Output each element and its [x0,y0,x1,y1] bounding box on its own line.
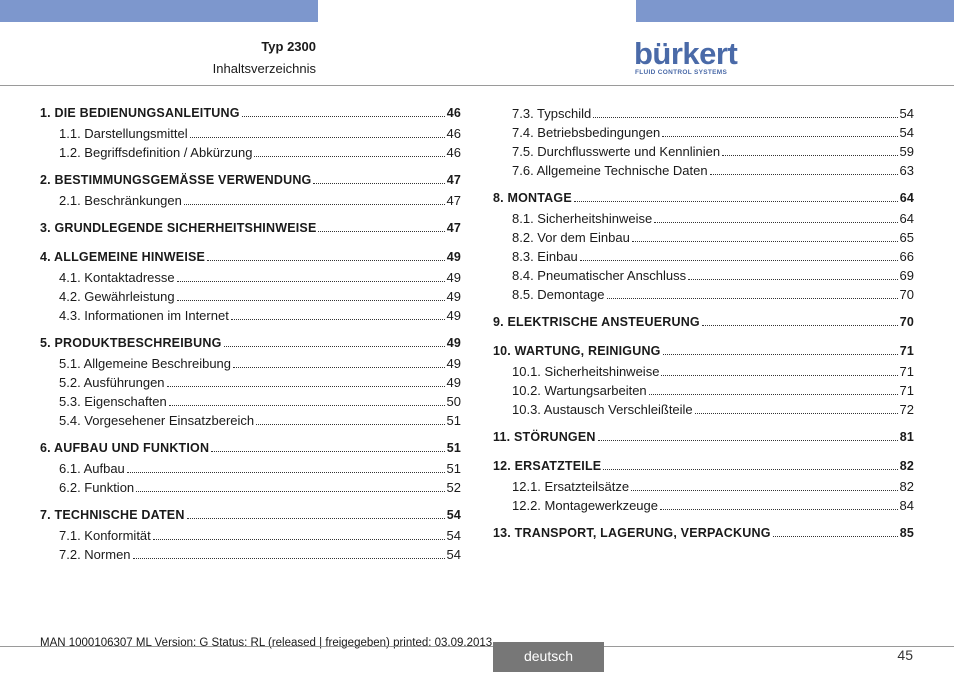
toc-entry-title: 5.4. Vorgesehener Einsatzbereich [59,413,255,428]
toc-chapter-entry[interactable] [40,250,461,269]
toc-section-entry[interactable] [40,289,461,308]
toc-entry-title: 8.2. Vor dem Einbau [512,230,630,245]
toc-chapter-entry[interactable] [40,221,461,240]
document-type-title: Typ 2300 [261,39,316,54]
toc-page-number: 64 [899,211,914,226]
toc-dot-leader [190,137,445,138]
toc-entry-title: 8.3. Einbau [512,249,578,264]
toc-chapter-entry[interactable] [40,336,461,355]
toc-section-entry[interactable] [493,287,914,306]
page-number: 45 [897,647,913,663]
toc-dot-leader [580,260,898,261]
toc-entry-title: 13. TRANSPORT, LAGERUNG, VERPACKUNG [493,526,771,540]
toc-page-number: 81 [899,430,914,444]
toc-page-number: 84 [899,498,914,513]
toc-dot-leader [233,367,445,368]
toc-entry-title: 4.3. Informationen im Internet [59,308,229,323]
toc-section-entry[interactable] [40,375,461,394]
toc-section-entry[interactable] [40,145,461,164]
toc-entry-title: 4. ALLGEMEINE HINWEISE [40,250,206,264]
toc-page-number: 49 [446,336,461,350]
toc-entry-title: 7.6. Allgemeine Technische Daten [512,163,708,178]
toc-entry-title: 10.1. Sicherheitshinweise [512,364,660,379]
toc-entry-title: 5.3. Eigenschaften [59,394,167,409]
toc-dot-leader [702,325,898,326]
toc-entry-title: 7. TECHNISCHE DATEN [40,508,185,522]
toc-dot-leader [169,405,445,406]
logo-tagline: FLUID CONTROL SYSTEMS [635,69,728,76]
toc-page-number: 46 [446,126,461,141]
toc-page-number: 54 [899,106,914,121]
toc-dot-leader [660,509,898,510]
toc-entry-title: 8.5. Demontage [512,287,605,302]
toc-page-number: 46 [446,145,461,160]
toc-entry-title: 5.1. Allgemeine Beschreibung [59,356,232,371]
toc-section-entry[interactable] [493,402,914,421]
toc-dot-leader [661,375,897,376]
toc-section-entry[interactable] [493,383,914,402]
toc-section-entry[interactable] [40,193,461,212]
toc-dot-leader [688,279,897,280]
toc-chapter-entry[interactable] [40,173,461,192]
toc-section-entry[interactable] [40,528,461,547]
toc-entry-title: 6. AUFBAU UND FUNKTION [40,441,210,455]
toc-dot-leader [254,156,444,157]
toc-page-number: 52 [446,480,461,495]
toc-page-number: 47 [446,173,461,187]
toc-column-right [493,106,914,545]
toc-page-number: 54 [899,125,914,140]
toc-page-number: 85 [899,526,914,540]
toc-dot-leader [649,394,898,395]
toc-page-number: 47 [446,221,461,235]
toc-entry-title: 1.2. Begriffsdefinition / Abkürzung [59,145,253,160]
toc-entry-title: 12. ERSATZTEILE [493,459,602,473]
toc-page-number: 71 [899,364,914,379]
toc-entry-title: 1. DIE BEDIENUNGSANLEITUNG [40,106,240,120]
toc-section-entry[interactable] [493,211,914,230]
toc-entry-title: 9. ELEKTRISCHE ANSTEUERUNG [493,315,700,329]
toc-section-entry[interactable] [40,394,461,413]
language-label: deutsch [493,642,604,672]
toc-dot-leader [631,490,897,491]
header-band-left [0,0,318,22]
toc-page-number: 47 [446,193,461,208]
toc-entry-title: 4.1. Kontaktadresse [59,270,175,285]
toc-entry-title: 2.1. Beschränkungen [59,193,182,208]
toc-page-number: 65 [899,230,914,245]
toc-entry-title: 3. GRUNDLEGENDE SICHERHEITSHINWEISE [40,221,317,235]
toc-entry-title: 6.2. Funktion [59,480,135,495]
toc-section-entry[interactable] [40,126,461,145]
document-info-line: MAN 1000106307 ML Version: G Status: RL (released | freigegeben) printed: 03.09.2013 [40,637,493,649]
header-divider [0,85,954,86]
toc-section-entry[interactable] [493,230,914,249]
toc-page-number: 54 [446,547,461,562]
toc-dot-leader [574,201,898,202]
toc-section-entry[interactable] [40,308,461,327]
toc-page-number: 66 [899,249,914,264]
toc-entry-title: 10.2. Wartungsarbeiten [512,383,647,398]
toc-page-number: 63 [899,163,914,178]
toc-entry-title: 12.2. Montagewerkzeuge [512,498,658,513]
toc-chapter-entry[interactable] [493,191,914,210]
toc-dot-leader [177,281,445,282]
toc-page-number: 54 [446,508,461,522]
toc-page-number: 71 [899,344,914,358]
toc-chapter-entry[interactable] [40,441,461,460]
toc-dot-leader [224,346,445,347]
toc-dot-leader [231,319,445,320]
toc-entry-title: 7.2. Normen [59,547,131,562]
toc-page-number: 71 [899,383,914,398]
toc-section-entry[interactable] [40,461,461,480]
toc-column-left [40,106,461,566]
toc-entry-title: 4.2. Gewährleistung [59,289,175,304]
toc-dot-leader [184,204,445,205]
toc-page-number: 59 [899,144,914,159]
toc-page-number: 49 [446,250,461,264]
toc-entry-title: 5. PRODUKTBESCHREIBUNG [40,336,222,350]
toc-entry-title: 7.1. Konformität [59,528,151,543]
toc-entry-title: 8. MONTAGE [493,191,572,205]
toc-entry-title: 7.3. Typschild [512,106,592,121]
toc-page-number: 49 [446,375,461,390]
toc-section-entry[interactable] [493,479,914,498]
toc-page-number: 49 [446,308,461,323]
toc-dot-leader [256,424,444,425]
toc-page-number: 49 [446,356,461,371]
toc-page-number: 49 [446,289,461,304]
footer-divider [0,646,954,647]
toc-section-entry[interactable] [493,498,914,517]
toc-dot-leader [695,413,898,414]
toc-section-entry[interactable] [40,270,461,289]
header-band-right [636,0,954,22]
toc-chapter-entry[interactable] [40,508,461,527]
toc-chapter-entry[interactable] [493,315,914,334]
toc-entry-title: 1.1. Darstellungsmittel [59,126,188,141]
toc-page-number: 82 [899,479,914,494]
toc-page-number: 54 [446,528,461,543]
toc-dot-leader [773,536,898,537]
toc-dot-leader [242,116,445,117]
toc-chapter-entry[interactable] [493,430,914,449]
toc-entry-title: 10. WARTUNG, REINIGUNG [493,344,661,358]
toc-dot-leader [153,539,445,540]
toc-dot-leader [318,231,444,232]
toc-section-entry[interactable] [493,106,914,125]
toc-entry-title: 11. STÖRUNGEN [493,430,596,444]
toc-page-number: 69 [899,268,914,283]
toc-dot-leader [187,518,445,519]
toc-page-number: 51 [446,461,461,476]
toc-dot-leader [603,469,897,470]
toc-dot-leader [133,558,445,559]
toc-page-number: 70 [899,315,914,329]
toc-entry-title: 6.1. Aufbau [59,461,125,476]
toc-section-entry[interactable] [40,413,461,432]
toc-page-number: 49 [446,270,461,285]
toc-section-entry[interactable] [493,144,914,163]
toc-section-entry[interactable] [493,163,914,182]
logo-wordmark: bürkert [634,36,738,71]
toc-entry-title: 2. BESTIMMUNGSGEMÄSSE VERWENDUNG [40,173,312,187]
toc-dot-leader [607,298,898,299]
toc-dot-leader [313,183,444,184]
toc-page-number: 82 [899,459,914,473]
toc-entry-title: 10.3. Austausch Verschleißteile [512,402,693,417]
toc-chapter-entry[interactable] [493,459,914,478]
toc-entry-title: 8.1. Sicherheitshinweise [512,211,653,226]
toc-entry-title: 8.4. Pneumatischer Anschluss [512,268,687,283]
toc-dot-leader [662,136,897,137]
toc-chapter-entry[interactable] [493,344,914,363]
toc-dot-leader [654,222,897,223]
toc-section-entry[interactable] [493,364,914,383]
toc-page-number: 51 [446,441,461,455]
burkert-logo [634,36,738,80]
toc-section-entry[interactable] [40,356,461,375]
toc-entry-title: 12.1. Ersatzteilsätze [512,479,630,494]
toc-page-number: 64 [899,191,914,205]
toc-chapter-entry[interactable] [40,106,461,125]
toc-page-number: 72 [899,402,914,417]
toc-dot-leader [722,155,897,156]
toc-section-entry[interactable] [493,249,914,268]
toc-entry-title: 7.4. Betriebsbedingungen [512,125,661,140]
toc-dot-leader [136,491,444,492]
toc-dot-leader [207,260,445,261]
toc-dot-leader [167,386,445,387]
toc-section-entry[interactable] [493,125,914,144]
toc-entry-title: 7.5. Durchflusswerte und Kennlinien [512,144,721,159]
toc-dot-leader [593,117,897,118]
toc-page-number: 51 [446,413,461,428]
toc-entry-title: 5.2. Ausführungen [59,375,165,390]
toc-dot-leader [127,472,445,473]
toc-chapter-entry[interactable] [493,526,914,545]
toc-dot-leader [598,440,898,441]
section-subtitle: Inhaltsverzeichnis [212,61,316,76]
toc-page-number: 70 [899,287,914,302]
toc-page-number: 50 [446,394,461,409]
toc-dot-leader [663,354,898,355]
toc-section-entry[interactable] [40,480,461,499]
toc-section-entry[interactable] [493,268,914,287]
toc-page-number: 46 [446,106,461,120]
toc-section-entry[interactable] [40,547,461,566]
toc-dot-leader [632,241,898,242]
toc-dot-leader [710,174,898,175]
toc-dot-leader [177,300,445,301]
toc-dot-leader [211,451,444,452]
